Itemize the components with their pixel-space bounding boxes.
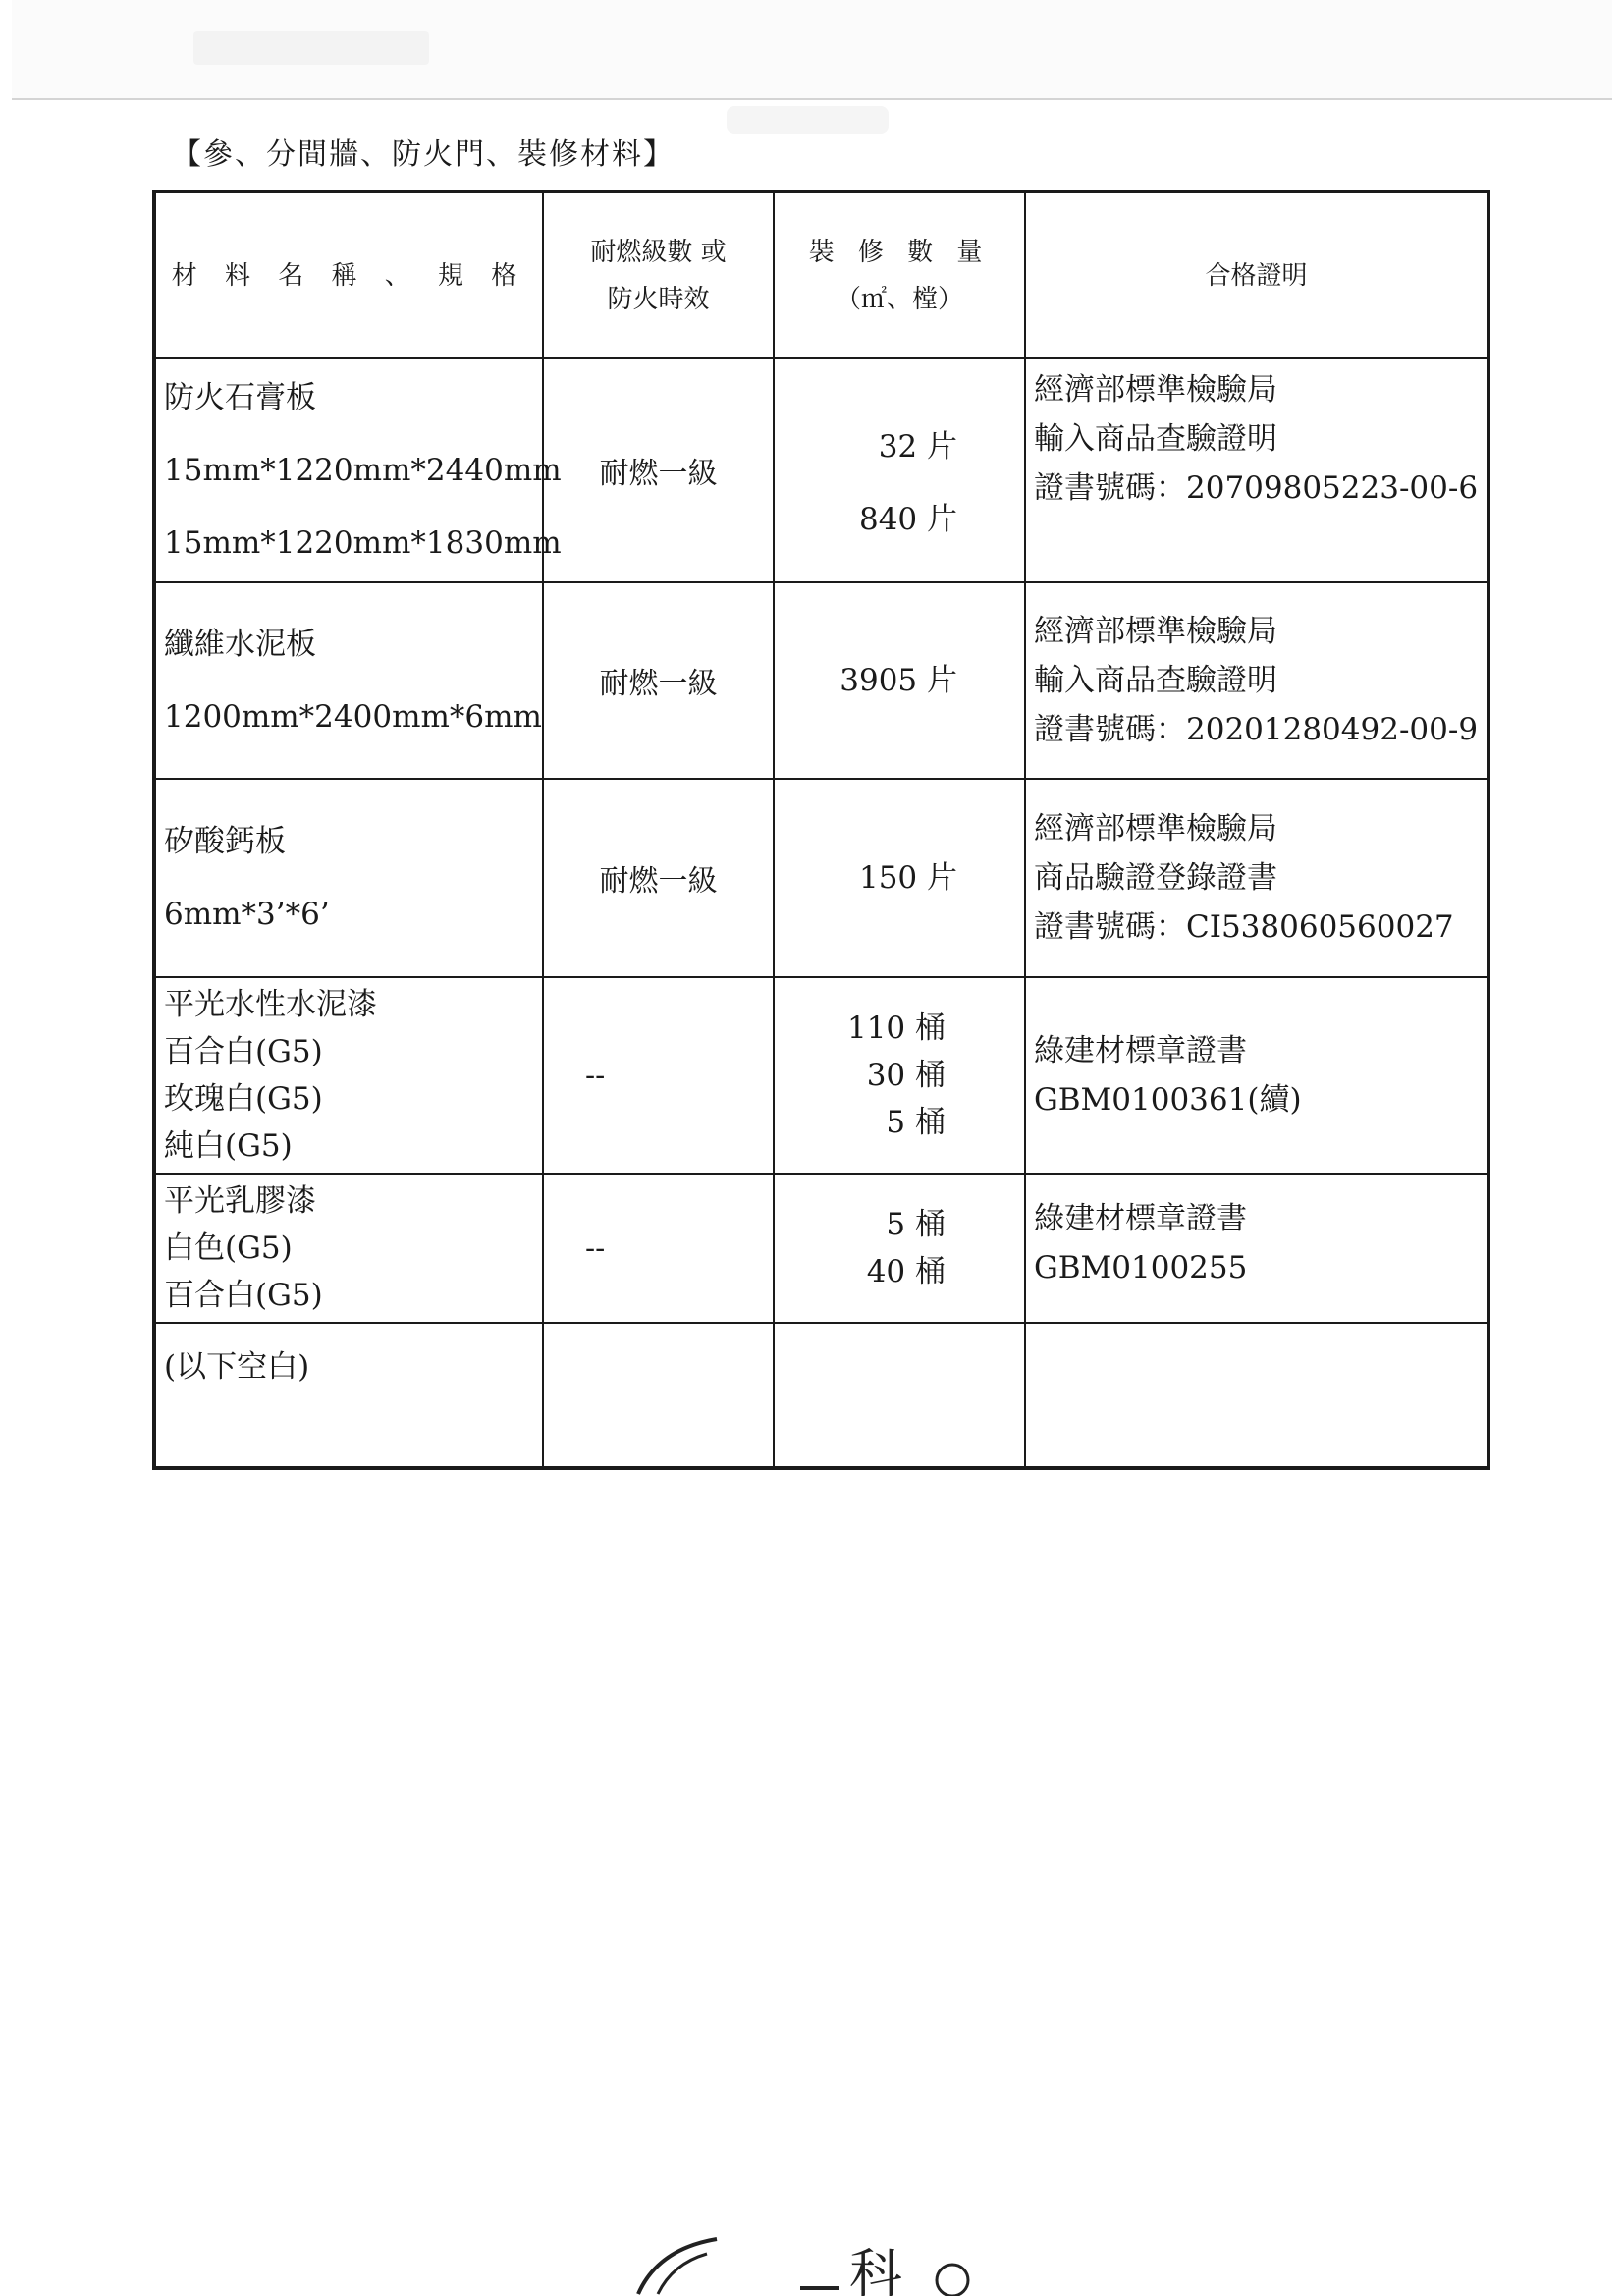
material-name-cell: (以下空白) <box>154 1323 543 1468</box>
table-row <box>154 1174 1488 1323</box>
seal-character: 科 <box>849 2243 902 2296</box>
scan-top-margin <box>12 0 1612 100</box>
material-name-cell: 防火石膏板 15mm*1220mm*2440mm 15mm*1220mm*1830mm <box>154 358 543 582</box>
materials-table <box>152 190 1490 1470</box>
quantity-cell: 150 片 <box>774 779 1025 977</box>
material-name-cell: 纖維水泥板 1200mm*2400mm*6mm <box>154 582 543 779</box>
faded-header-ghost <box>193 31 429 65</box>
fire-rating-cell: 耐燃一級 <box>543 582 774 779</box>
certificate-cell: 經濟部標準檢驗局 商品驗證登錄證書 證書號碼：CI538060560027 <box>1025 779 1488 977</box>
table-row <box>154 779 1488 977</box>
material-name-cell: 矽酸鈣板 6mm*3’*6’ <box>154 779 543 977</box>
fire-rating-cell: -- <box>543 1174 774 1323</box>
fire-rating-cell: -- <box>543 977 774 1174</box>
table-header-row <box>154 191 1488 358</box>
certificate-cell: 綠建材標章證書 GBM0100255 <box>1025 1174 1488 1323</box>
fire-rating-cell: 耐燃一級 <box>543 779 774 977</box>
table-row <box>154 977 1488 1174</box>
fire-rating-cell: 耐燃一級 <box>543 358 774 582</box>
certificate-cell: 經濟部標準檢驗局 輸入商品查驗證明 證書號碼：20709805223-00-6 <box>1025 358 1488 582</box>
material-name-cell: 平光乳膠漆 白色(G5) 百合白(G5) <box>154 1174 543 1323</box>
table-row <box>154 582 1488 779</box>
quantity-cell: 5 桶 40 桶 <box>774 1174 1025 1323</box>
section-title: 【參、分間牆、防火門、裝修材料】 <box>172 137 675 172</box>
certificate-cell <box>1025 1323 1488 1468</box>
header-quantity: 裝 修 數 量 （㎡、樘） <box>774 191 1025 358</box>
quantity-cell: 32 片 840 片 <box>774 358 1025 582</box>
table-row <box>154 1323 1488 1468</box>
faded-stamp-mark <box>727 106 889 134</box>
header-certificate: 合格證明 <box>1025 191 1488 358</box>
quantity-cell <box>774 1323 1025 1468</box>
header-fire-rating: 耐燃級數 或 防火時效 <box>543 191 774 358</box>
certificate-cell: 綠建材標章證書 GBM0100361(續) <box>1025 977 1488 1174</box>
material-name-cell: 平光水性水泥漆 百合白(G5) 玫瑰白(G5) 純白(G5) <box>154 977 543 1174</box>
header-material-name: 材 料 名 稱 、 規 格 <box>154 191 543 358</box>
fire-rating-cell <box>543 1323 774 1468</box>
quantity-cell: 3905 片 <box>774 582 1025 779</box>
company-seal <box>628 2229 982 2296</box>
quantity-cell: 110 桶 30 桶 5 桶 <box>774 977 1025 1174</box>
certificate-cell: 經濟部標準檢驗局 輸入商品查驗證明 證書號碼：20201280492-00-9 <box>1025 582 1488 779</box>
table-row <box>154 358 1488 582</box>
seal-strokes <box>628 2229 982 2296</box>
